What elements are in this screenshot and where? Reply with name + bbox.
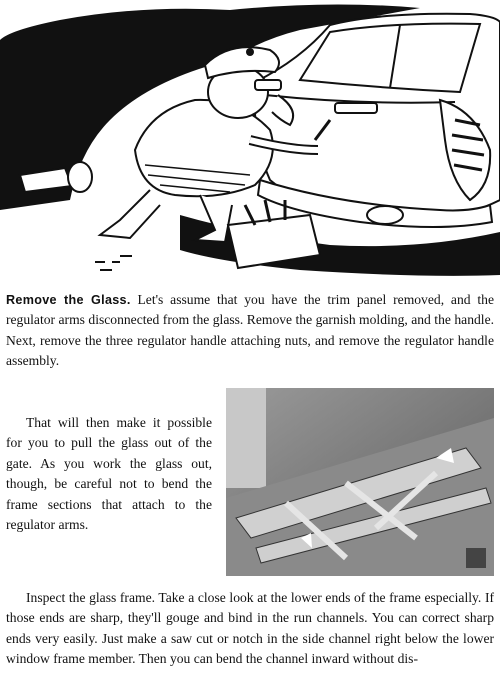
- inspect-frame-paragraph: Inspect the glass frame. Take a close look at the lower ends of the frame especially. If those ends are sharp, they'll gouge and bind in the run channels. You can correct sharp ends very easily. Just make a saw cut or notch in the side channel right below the lower window frame member. Then you can bend the channel inward without dis-: [6, 590, 494, 667]
- section-heading: Remove the Glass.: [6, 293, 131, 307]
- side-paragraph: That will then make it possible for you to pull the glass out of the gate. As you work the glass out, though, be careful not to bend the frame sections that attach to the regulator arms.: [6, 415, 212, 533]
- tailgate-frame-photo: [226, 388, 494, 576]
- intro-text: Let's assume that you have the trim panel removed, and the regulator arms disconnected from the glass. Remove the garnish molding, and the handle. Next, remove the three regulator handle attaching nuts, and remove the regulator handle assembly.: [6, 292, 494, 369]
- mechanic-cartoon-illustration: [0, 0, 500, 282]
- remove-glass-paragraph: [6, 290, 494, 372]
